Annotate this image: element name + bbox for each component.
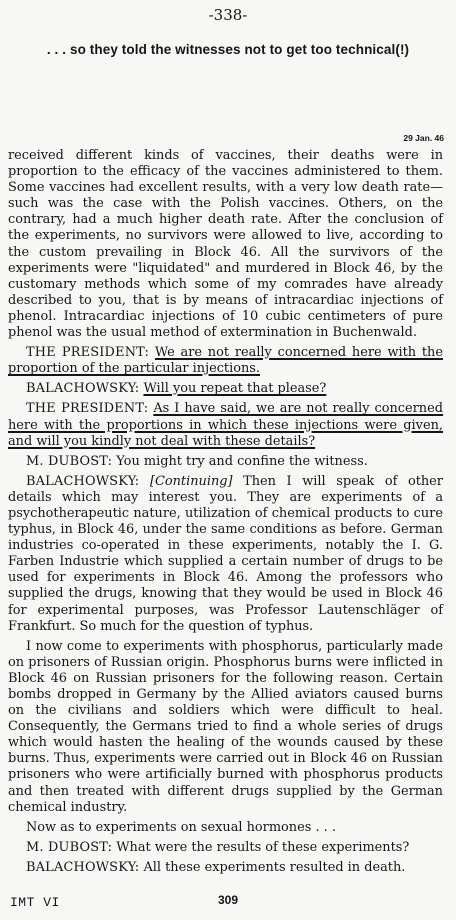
paragraph: I now come to experiments with phosphorus, particularly made on prisoners of Russian origin. Phosphorus burns were inflicted in Block 46 on Russian prisoners for the following reason. Certain bombs dropped in Germany by the Allied aviators caused burns on the civilians and soldiers which were difficult to heal. Consequently, the Germans tried to find a whole series of drugs which would hasten the healing of the wounds caused by these burns. Thus, experiments were carried out in Block 46 on Russian prisoners who were artificially burned with phosphorus products and then treated with different drugs supplied by the German chemical industry. — [8, 638, 443, 815]
paragraph — [8, 401, 443, 449]
underlined-statement: We are not really concerned here with the proportion of the particular injections. — [8, 345, 443, 377]
speaker-label: BALACHOWSKY: — [26, 381, 140, 397]
page-number: -338- — [208, 6, 248, 24]
headline: . . . so they told the witnesses not to get too technical(!) — [46, 42, 410, 57]
speaker-label: THE PRESIDENT: — [26, 345, 150, 361]
footer-volume: IMT VI — [10, 895, 60, 910]
stage-note: [Continuing] — [149, 473, 233, 489]
underlined-statement: As I have said, we are not really concerned here with the proportions in which these injections were given, and will you kindly not deal with these details? — [8, 401, 443, 449]
body-text — [8, 148, 443, 880]
paragraph: received different kinds of vaccines, their deaths were in proportion to the efficacy of the vaccines administered to them. Some vaccines had excellent results, with a very low death rate—such was the case with the Polish vaccines. Others, on the contrary, had a much higher death rate. After the conclusion of the experiments, no survivors were allowed to live, according to the custom prevailing in Block 46. All the survivors of the experiments were "liquidated" and murdered in Block 46, by the customary methods which some of my comrades have already described to you, that is by means of intracardiac injections of phenol. Intracardiac injections of 10 cubic centimeters of pure phenol was the usual method of extermination in Buchenwald. — [8, 148, 443, 341]
paragraph — [8, 381, 443, 397]
statement: Then I will speak of other details which may interest you. They are experiments of a psychotherapeutic nature, utilization of chemical products to cure typhus, in Block 46, under the same conditions as before. German industries co-operated in these experiments, notably the I. G. Farben Industrie which supplied a certain number of drugs to be used for experiments in Block 46. Among the professors who supplied the drugs, knowing that they would be used in Block 46 for experimental purposes, was Professor Lautenschläger of Frankfurt. So much for the question of typhus. — [8, 473, 443, 634]
paragraph — [8, 860, 443, 876]
speaker-label: THE PRESIDENT: — [26, 401, 149, 417]
statement: All these experiments resulted in death. — [143, 859, 406, 875]
speaker-label: M. DUBOST: — [26, 453, 113, 469]
statement: You might try and confine the witness. — [116, 453, 368, 469]
paragraph — [8, 474, 443, 635]
speaker-label: BALACHOWSKY: — [26, 859, 140, 875]
paragraph — [8, 345, 443, 377]
date-stamp: 29 Jan. 46 — [403, 133, 444, 143]
speaker-label: M. DUBOST: — [26, 839, 113, 855]
paragraph — [8, 454, 443, 470]
paragraph: Now as to experiments on sexual hormones . . . — [26, 819, 336, 835]
statement: What were the results of these experiments? — [116, 839, 410, 855]
underlined-statement: Will you repeat that please? — [143, 381, 327, 397]
speaker-label: BALACHOWSKY: — [26, 473, 140, 489]
footer-page-number: 309 — [218, 893, 239, 907]
paragraph — [8, 840, 443, 856]
